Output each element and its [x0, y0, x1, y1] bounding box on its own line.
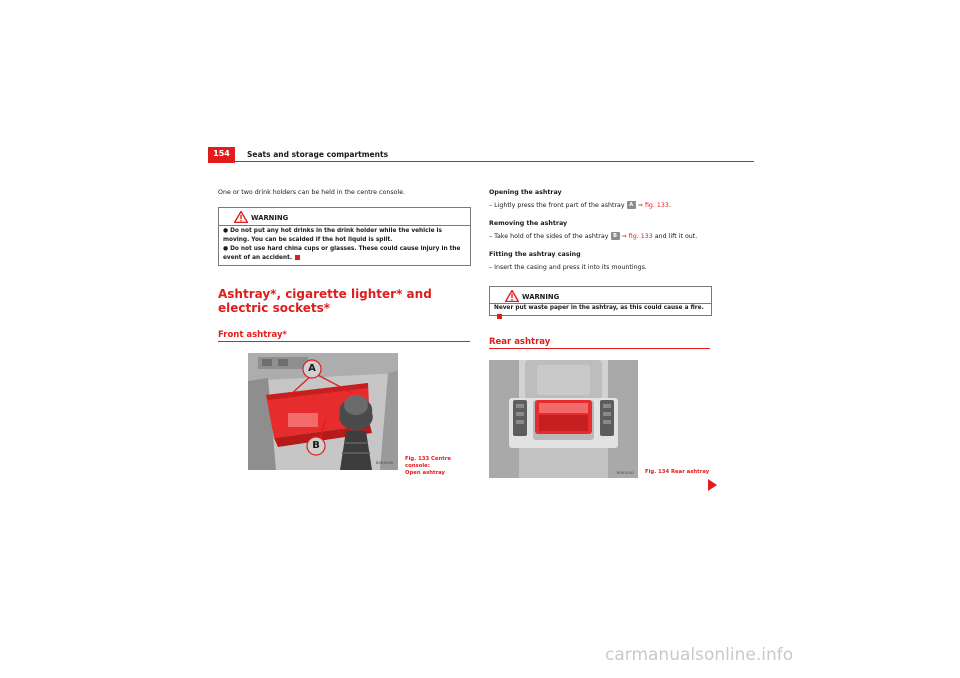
warning-bullet-1: [223, 227, 466, 245]
figure-ref-link[interactable]: ⇒ fig. 133: [637, 202, 669, 209]
tag-b-icon: B: [611, 232, 620, 240]
warning-box-drink-holder: [218, 207, 471, 266]
opening-heading: Opening the ashtray: [489, 189, 562, 196]
caption-line-1: Fig. 133 Centre console:: [405, 456, 451, 469]
opening-step-end: .: [668, 202, 671, 209]
figure-133-centre-console: [248, 353, 398, 470]
centre-console-illustration: [248, 353, 398, 470]
warning-triangle-icon: [505, 290, 519, 302]
callout-a: A: [308, 363, 316, 374]
fitting-step: – Insert the casing and press it into its mountings.: [489, 264, 647, 271]
warning-title: WARNING: [251, 214, 289, 222]
watermark: carmanualsonline.info: [605, 645, 794, 665]
warning-box-ashtray: [489, 286, 712, 316]
page-number: 154: [213, 149, 230, 158]
figure-133-caption: [405, 456, 475, 477]
subsection-front-ashtray: Front ashtray*: [218, 330, 287, 340]
end-marker-icon: [497, 314, 502, 319]
warning-triangle-icon: [234, 211, 248, 223]
removing-step: [489, 232, 717, 241]
rear-console-illustration: [489, 360, 638, 478]
end-marker-icon: [295, 255, 300, 260]
removing-step-end: and lift it out.: [654, 233, 698, 240]
warning-bullet-1-text: Do not put any hot drinks in the drink holder while the vehicle is moving. You can be scalded if the hot liquid is spilt.: [223, 228, 442, 243]
section-heading: Ashtray*, cigarette lighter* and electric sockets*: [218, 287, 432, 315]
warning-text: Never put waste paper in the ashtray, as this could cause a fire.: [494, 305, 704, 311]
opening-step-text: – Lightly press the front part of the ashtray: [489, 202, 625, 209]
subsection-rule: [489, 348, 710, 349]
removing-heading: Removing the ashtray: [489, 220, 568, 227]
warning-bullet-2-text: Do not use hard china cups or glasses. These could cause injury in the event of an accident.: [223, 246, 461, 261]
subsection-rear-ashtray: Rear ashtray: [489, 337, 551, 347]
warning-body: [223, 227, 466, 263]
opening-step: [489, 201, 714, 210]
fitting-heading: Fitting the ashtray casing: [489, 251, 581, 258]
chapter-title: Seats and storage compartments: [247, 150, 389, 159]
warning-body: [494, 304, 707, 322]
bullet-icon: ●: [223, 246, 231, 252]
intro-text: One or two drink holders can be held in the centre console.: [218, 189, 406, 196]
figure-134-rear-ashtray: [489, 360, 638, 478]
tag-a-icon: A: [627, 201, 636, 209]
warning-title: WARNING: [522, 293, 560, 301]
removing-step-text: – Take hold of the sides of the ashtray: [489, 233, 609, 240]
header-rule: [208, 161, 754, 162]
figure-code: B3R-0000: [376, 461, 394, 465]
subsection-rule: [218, 341, 470, 342]
caption-line-2: Open ashtray: [405, 470, 446, 476]
figure-ref-link[interactable]: ⇒ fig. 133: [621, 233, 653, 240]
figure-134-caption: Fig. 134 Rear ashtray: [645, 469, 710, 475]
warning-divider: [219, 225, 470, 226]
callout-b: B: [312, 440, 320, 451]
figure-code: B3R-0001: [617, 471, 635, 475]
warning-bullet-2: [223, 245, 466, 263]
bullet-icon: ●: [223, 228, 231, 234]
next-page-arrow-icon[interactable]: [708, 479, 717, 491]
